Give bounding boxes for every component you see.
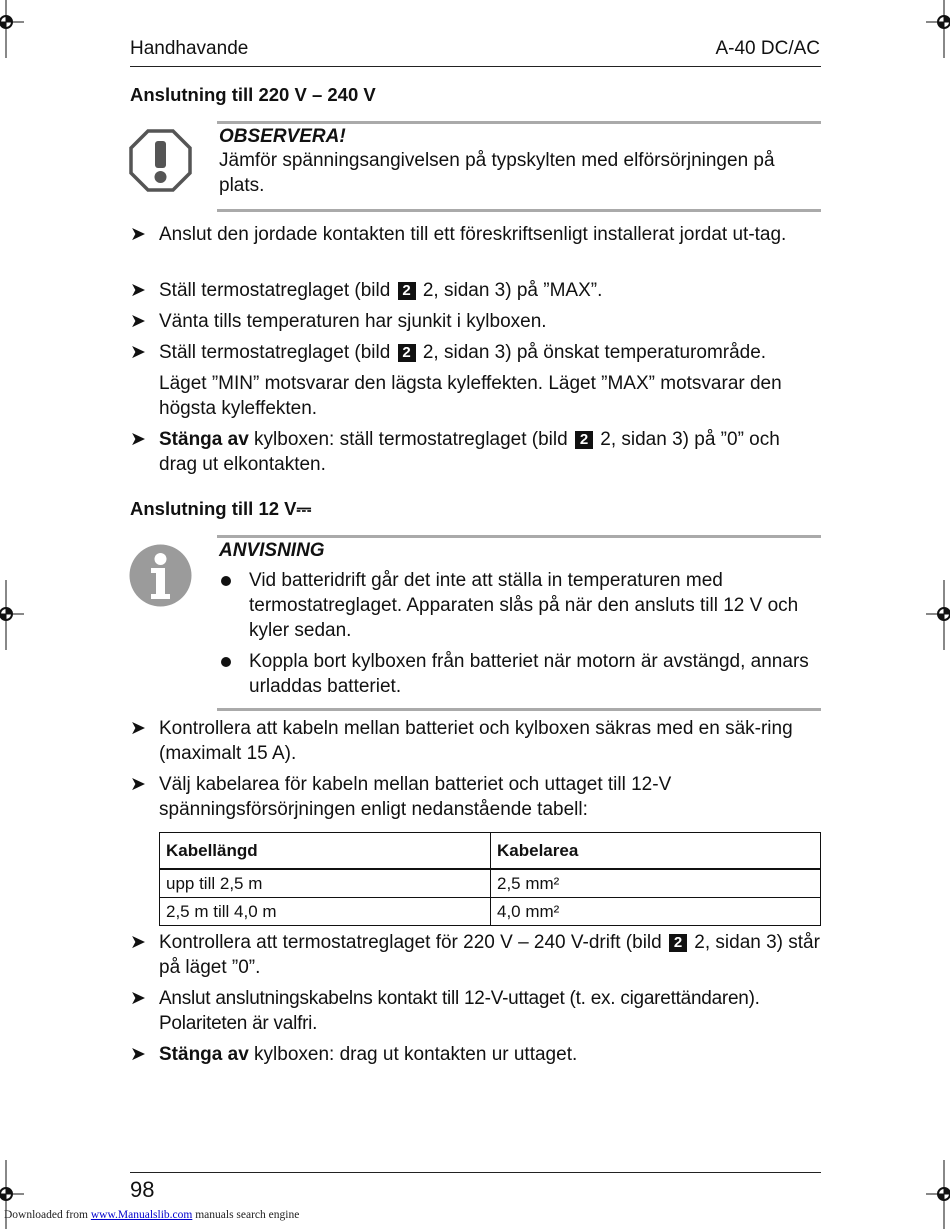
notice-observera [217, 121, 821, 212]
header-model: A-40 DC/AC [715, 38, 820, 59]
crop-mark-top-left [0, 0, 30, 60]
notice-bullet [217, 568, 821, 643]
arrowhead-icon: ➤ [130, 280, 146, 301]
download-suffix: manuals search engine [195, 1209, 300, 1221]
crop-mark-bottom-right [920, 1160, 950, 1229]
table-row [160, 898, 821, 926]
figure-ref: 2 [398, 282, 416, 300]
arrowhead-icon: ➤ [130, 988, 146, 1009]
notice-title: OBSERVERA! [219, 126, 346, 147]
header-rule [130, 66, 821, 67]
table-row [160, 869, 821, 898]
table-cell: 4,0 mm² [491, 898, 821, 926]
step-item [130, 309, 822, 334]
cable-table [159, 832, 821, 926]
crop-mark-mid-right [920, 580, 950, 650]
bullet-dot-icon [221, 657, 231, 667]
crop-mark-top-right [920, 0, 950, 60]
crop-mark-mid-left [0, 580, 30, 650]
heading-220v: Anslutning till 220 V – 240 V [130, 84, 376, 105]
step-text: Anslut den jordade kontakten till ett föreskriftsenligt installerat jordat ut-tag. [159, 224, 787, 245]
table-cell: 2,5 mm² [491, 869, 821, 898]
arrowhead-icon: ➤ [130, 311, 146, 332]
table-cell: 2,5 m till 4,0 m [160, 898, 491, 926]
table-cell: upp till 2,5 m [160, 869, 491, 898]
table-header-cell: Kabelarea [491, 833, 821, 870]
step-text: 2, sidan 3) på ”MAX”. [422, 280, 603, 301]
info-circle-icon [129, 544, 192, 607]
heading-12v-text: Anslutning till 12 V [130, 498, 297, 519]
dc-symbol: ⎓ [296, 498, 312, 519]
step-item [130, 427, 822, 477]
step-item [130, 222, 822, 247]
manualslib-link[interactable]: www.Manualslib.com [90, 1209, 193, 1221]
download-prefix: Downloaded from [4, 1209, 88, 1221]
arrowhead-icon: ➤ [130, 774, 146, 795]
step-text: Anslut anslutningskabelns kontakt till 12-V-uttaget (t. ex. cigarettändaren). Polariteten är valfri. [159, 988, 760, 1034]
step-text: Vänta tills temperaturen har sjunkit i kylboxen. [159, 311, 547, 332]
step-text: 2, sidan 3) på önskat temperaturområde. [422, 342, 767, 363]
step-text: Ställ termostatreglaget (bild [159, 280, 391, 301]
arrowhead-icon: ➤ [130, 429, 146, 450]
step-bold: Stänga av [159, 1044, 249, 1065]
arrowhead-icon: ➤ [130, 1044, 146, 1065]
notice-anvisning [217, 535, 821, 711]
step-text: Kontrollera att kabeln mellan batteriet och kylboxen säkras med en säk-ring (maximalt 15 A). [159, 718, 793, 764]
bullet-text: Vid batteridrift går det inte att ställa in temperaturen med termostatreglaget. Apparaten slås på när den ansluts till 12 V och kyler sedan. [249, 570, 799, 641]
step-text: Ställ termostatreglaget (bild [159, 342, 391, 363]
notice-title: ANVISNING [219, 540, 325, 561]
step-item [130, 1042, 822, 1067]
figure-ref: 2 [398, 344, 416, 362]
footer-rule [130, 1172, 821, 1173]
header-section: Handhavande [130, 38, 249, 59]
bullet-text: Koppla bort kylboxen från batteriet när motorn är avstängd, annars urladdas batteriet. [249, 651, 809, 697]
step-text: Kontrollera att termostatreglaget för 220 V – 240 V-drift (bild [159, 932, 662, 953]
bullet-dot-icon [221, 576, 231, 586]
warning-octagon-icon [129, 129, 192, 192]
download-note [4, 1209, 299, 1221]
notice-text: Jämför spänningsangivelsen på typskylten med elförsörjningen på plats. [219, 150, 775, 196]
step-text: Välj kabelarea för kabeln mellan batteriet och uttaget till 12-V spänningsförsörjningen enligt nedanstående tabell: [159, 774, 672, 820]
table-header-row [160, 833, 821, 870]
step-bold: Stänga av [159, 429, 249, 450]
step-text: kylboxen: ställ termostatreglaget (bild [254, 429, 568, 450]
arrowhead-icon: ➤ [130, 224, 146, 245]
step-item [130, 986, 822, 1036]
table-header-cell: Kabellängd [160, 833, 491, 870]
step-item [130, 772, 822, 822]
step-text: 2, sidan 3) står på läget ”0”. [159, 932, 820, 978]
step-text: 2, sidan 3) på ”0” och drag ut elkontakten. [159, 429, 780, 475]
arrowhead-icon: ➤ [130, 718, 146, 739]
heading-12v [130, 498, 311, 520]
step-item [130, 278, 822, 303]
figure-ref: 2 [669, 934, 687, 952]
step-item [130, 716, 822, 766]
arrowhead-icon: ➤ [130, 932, 146, 953]
figure-ref: 2 [575, 431, 593, 449]
page-number: 98 [130, 1177, 155, 1202]
step-item [130, 930, 822, 980]
step-item [130, 340, 822, 365]
arrowhead-icon: ➤ [130, 342, 146, 363]
step-text: kylboxen: drag ut kontakten ur uttaget. [254, 1044, 578, 1065]
notice-bullet [217, 649, 821, 699]
note-text: Läget ”MIN” motsvarar den lägsta kyleffekten. Läget ”MAX” motsvarar den högsta kyleffekten. [159, 373, 782, 419]
